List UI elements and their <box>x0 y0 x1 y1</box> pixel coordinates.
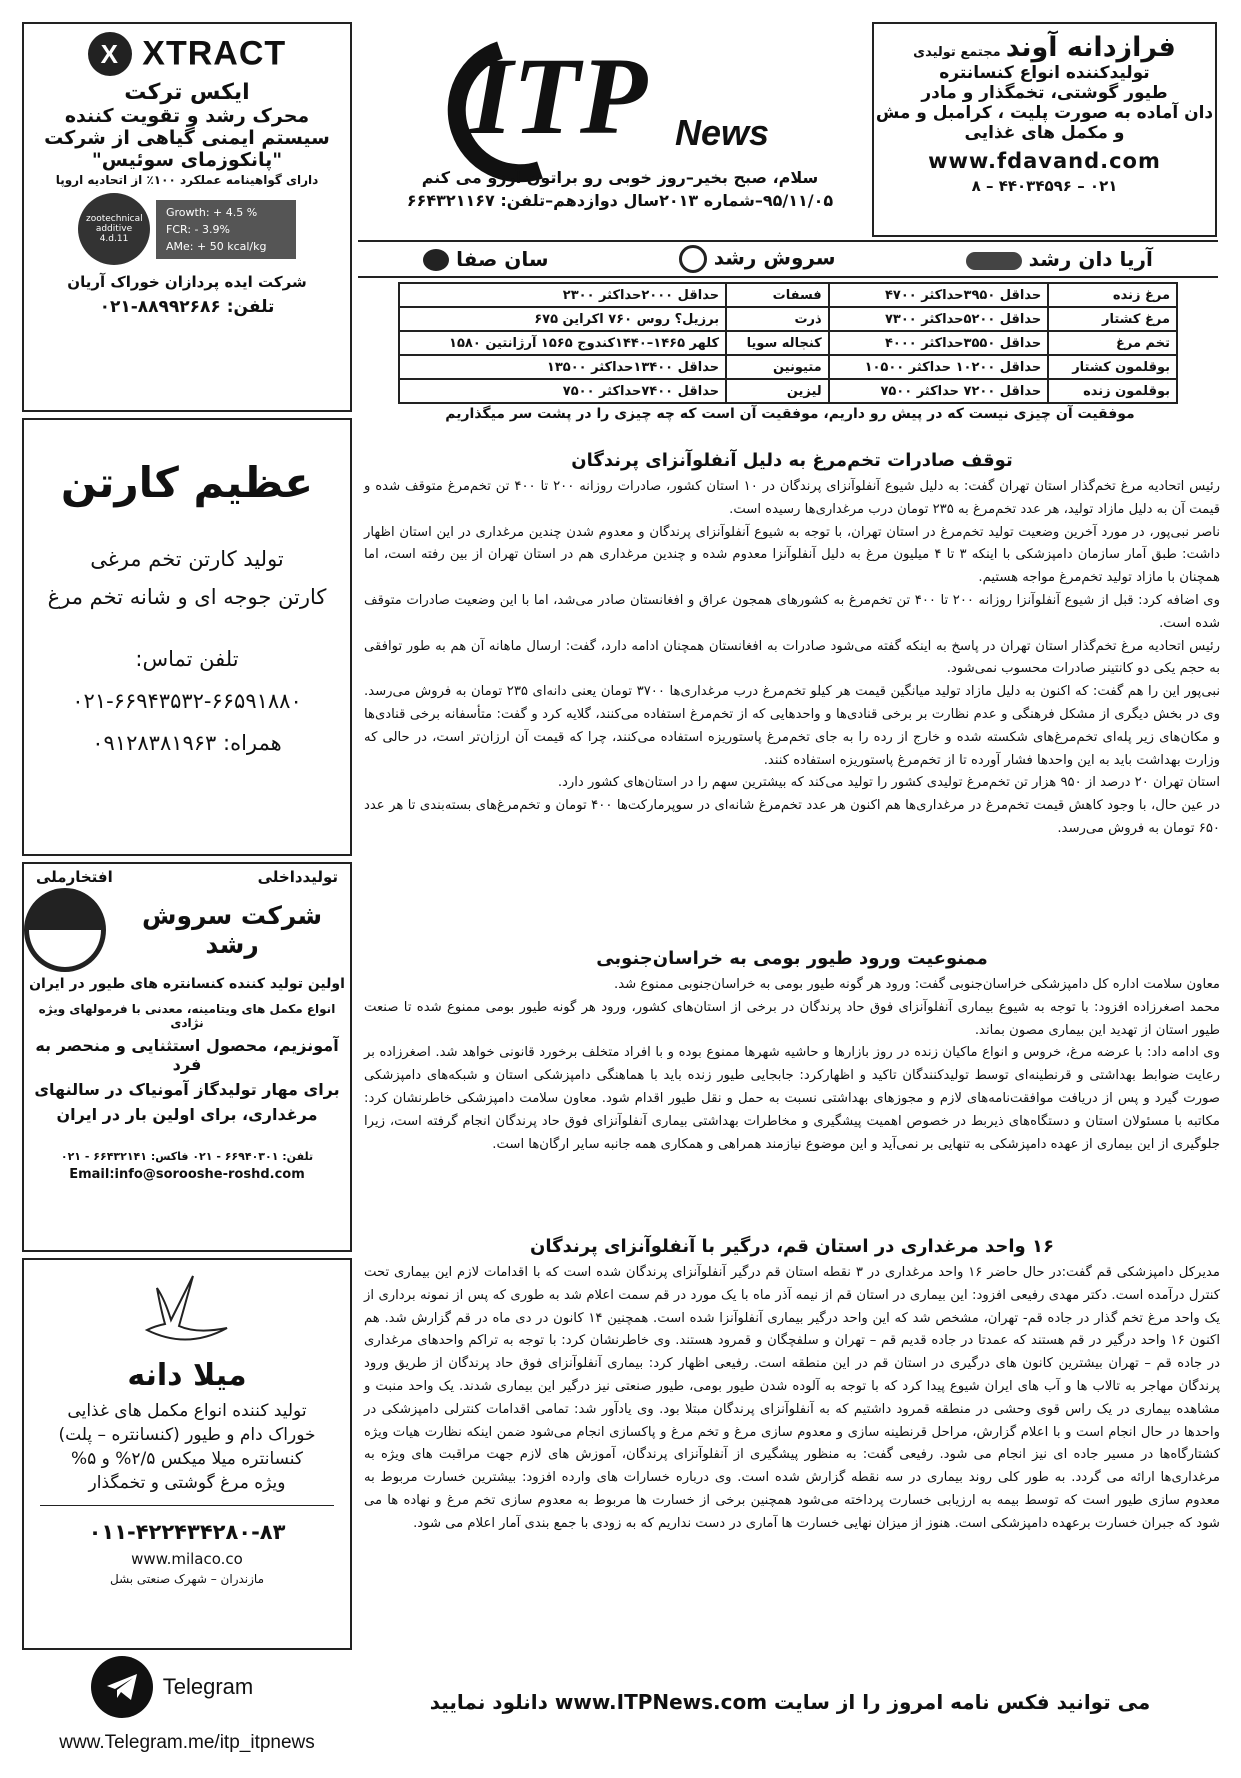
bird-logo-icon <box>127 1270 247 1358</box>
motto: موفقیت آن چیزی نیست که در پیش رو داریم، موفقیت آن است که چه چیزی را در پشت سر میگذاریم <box>445 406 1135 422</box>
carton-phone: ۰۲۱-۶۶۹۴۳۵۳۲-۶۶۵۹۱۸۸۰ <box>72 689 302 713</box>
soroush-subtitle: اولین تولید کننده کنسانتره های طیور در ایران <box>29 976 345 992</box>
telegram-label: Telegram <box>162 1674 254 1699</box>
seal-code: 4.d.11 <box>99 234 129 244</box>
price-range: حداقل ۷۲۰۰ حداکثر ۷۵۰۰ <box>829 379 1049 403</box>
sponsor-sansafa: سان صفا <box>423 247 548 272</box>
fdavand-line: دان آماده به صورت پلیت ، کرامبل و مش <box>875 103 1214 123</box>
article-title: ممنوعیت ورود طیور بومی به خراسان‌جنوبی <box>596 948 988 969</box>
price-item: کنجاله سویا <box>726 331 829 355</box>
xtract-company: شرکت ایده پردازان خوراک آریان <box>67 273 307 291</box>
fdavand-line: تولیدکننده انواع کنسانتره <box>939 63 1150 83</box>
telegram-block[interactable] <box>22 1656 352 1766</box>
price-item: متیونین <box>726 355 829 379</box>
xtract-stats-panel <box>24 193 350 265</box>
article-egg-export <box>364 448 1220 841</box>
price-range: حداقل ۷۴۰۰حداکثر ۷۵۰۰ <box>399 379 726 403</box>
footer-download-note[interactable]: می توانید فکس نامه امروز را از سایت www.ITPNews.com دانلود نمایید <box>429 1690 1151 1714</box>
fdavand-name: فرازدانه آوند <box>1005 32 1176 63</box>
fdavand-line: و مکمل های غذایی <box>964 123 1125 143</box>
price-row <box>399 379 1177 403</box>
price-row <box>399 331 1177 355</box>
fdavand-ad <box>872 22 1217 237</box>
miladaneh-brand: میلا دانه <box>127 1358 247 1393</box>
soroush-line: آمونزیم، محصول استثنایی و منحصر به فرد <box>35 1036 339 1074</box>
price-item: فسفات <box>726 283 829 307</box>
greeting: سلام، صبح بخیر–روز خوبی رو براتون آرزو می کنم <box>421 168 819 187</box>
azim-carton-ad <box>22 418 352 856</box>
price-item: لیزین <box>726 379 829 403</box>
price-row <box>399 355 1177 379</box>
xtract-line: دارای گواهینامه عملکرد ۱۰۰٪ از اتحادیه اروپا <box>55 173 319 187</box>
stat-growth: Growth: + 4.5 % <box>166 205 258 219</box>
price-range: حداقل ۱۰۲۰۰ حداکثر ۱۰۵۰۰ <box>829 355 1049 379</box>
carton-contact-label: تلفن تماس: <box>135 647 239 671</box>
soroush-title: شرکت سروش رشد <box>142 901 323 959</box>
itp-news-logo <box>430 30 830 190</box>
fdavand-prefix: مجتمع تولیدی <box>913 45 1001 60</box>
price-range: حداقل ۵۲۰۰حداکثر ۷۳۰۰ <box>829 307 1049 331</box>
soroush-roshd-ad <box>22 862 352 1252</box>
price-row <box>399 307 1177 331</box>
carton-line: تولید کارتن تخم مرغی <box>90 547 284 571</box>
price-range: حداقل ۳۵۵۰حداکثر ۴۰۰۰ <box>829 331 1049 355</box>
article-title: توقف صادرات تخم‌مرغ به دلیل آنفلوآنزای پرندگان <box>571 450 1013 471</box>
miladaneh-web[interactable]: www.milaco.co <box>131 1550 243 1568</box>
soroush-small-icon <box>679 245 707 273</box>
xtract-line: محرک رشد و تقویت کننده <box>64 105 310 127</box>
article-south-khorasan <box>364 946 1220 1156</box>
xtract-line: "پانکوزمای سوئیس" <box>91 149 283 171</box>
paragraph: محمد اصغرزاده افزود: با توجه به شیوع بیماری آنفلوآنزای فوق حاد پرندگان در برخی از استان‌های کشور، ورود هر گونه طیور بومی ممنوع شده تا صنعت طیور استان از تهدید این بیماری مصون بماند. <box>364 999 1220 1038</box>
xtract-ad <box>22 22 352 412</box>
paragraph: نبی‌پور این را هم گفت: که اکنون به دلیل مازاد تولید میانگین قیمت هر کیلو تخم‌مرغ درب مرغداری‌ها ۳۷۰۰ تومان یعنی دانه‌ای ۲۳۵ تومان به فروش می‌رسد. وی در بخش دیگری از مشکل فرهنگی و عدم نظارت بر برخی قنادی‌ها و واحدهایی که از تخم‌مرغ استفاده می‌کنند، گلایه کرد و گفت: متأسفانه برخی قنادی‌ها و مکان‌های زیر پله‌ای تخم‌مرغ‌های شکسته شده و خارج از رده را به جای تخم‌مرغ پاستوریزه استفاده می‌کنند، چرا که قیمت آن ارزان‌تر است، در حالی که وزارت بهداشت باید به این واحدها فشار آورده تا از تخم‌مرغ پاستوریزه استفاده کنند. <box>364 684 1220 768</box>
xtract-line: سیستم ایمنی گیاهی از شرکت <box>44 127 330 149</box>
xtract-phone: تلفن: ۸۸۹۹۲۶۸۶-۰۲۱ <box>99 297 275 317</box>
paragraph: وی اضافه کرد: قبل از شیوع آنفلوآنزا روزانه ۲۰۰ تا ۴۰۰ تن تخم‌مرغ به کشورهای همجون عراق و افغانستان صادر می‌شد، اما با این وضعیت صادرات متوقف شده است. <box>364 592 1220 631</box>
carton-title: عظیم کارتن <box>60 458 314 507</box>
fdavand-web[interactable]: www.fdavand.com <box>928 149 1161 173</box>
seal-text: zootechnical additive <box>86 214 143 234</box>
logo-news: News <box>675 112 770 153</box>
price-item: مرغ کشتار <box>1048 307 1177 331</box>
carton-mobile: همراه: ۰۹۱۲۸۳۸۱۹۶۳ <box>92 731 282 755</box>
price-item: بوقلمون زنده <box>1048 379 1177 403</box>
soroush-line: برای مهار تولیدگاز آمونیاک در سالنهای <box>34 1080 340 1099</box>
price-range: حداقل ۱۳۴۰۰حداکثر ۱۳۵۰۰ <box>399 355 726 379</box>
paragraph: وی ادامه داد: با عرضه مرغ، خروس و انواع ماکیان زنده در روز بازارها و حاشیه شهرها ممنوع بوده و با افراد متخلف برخورد قانونی خواهد شد. اصغرزاده بر رعایت ضوابط بهداشتی و قرنطینه‌ای توسط تولیدکنندگان تاکید و اظهارکرد: جابجایی طیور زنده باید با هماهنگی دامپزشکی استان و شبکه‌های دامپزشکی صورت گیرد و پس از دریافت موافقت‌نامه‌های لازم و مجوزهای بهداشتی نسبت به حمل و نقل طیور اقدام شود. معاون سلامت دامپزشکی خاطرنشان کرد: مکاتبه با مسئولان استان و دستگاه‌های ذیربط در خصوص اهمیت پیشگیری و مخاطرات بهداشتی بیماری آنفلوآنزای فوق حاد پرندگان انجام گرفته است، زیرا جلوگیری از این بیماری از عهده دامپزشکی به تنهایی بر نمی‌آید و این موضوع نیازمند همراهی و همکاری همه جانبه سایر ارگان‌ها است. <box>364 1045 1220 1152</box>
fdavand-line: طیور گوشتی، تخمگذار و مادر <box>921 83 1168 103</box>
paragraph: ناصر نبی‌پور، در مورد آخرین وضعیت تولید تخم‌مرغ در استان تهران، با توجه به شیوع آنفلوآنزای پرندگان و معدوم شدن چندین مرغداری در این استان اظهار داشت: طبق آمار سازمان دامپزشکی با اینکه ۳ تا ۴ میلیون مرغ به دلیل آنفلوآنزا معدوم شده و چندین مرغداری هم در استان تهران از بین رفته است، اما همچنان با مازاد تولید تخم‌مرغ مواجه هستیم. <box>364 524 1220 586</box>
paragraph: معاون سلامت اداره کل دامپزشکی خراسان‌جنوبی گفت: ورود هر گونه طیور بومی به خراسان‌جنوبی ممنوع شد. <box>614 977 1220 992</box>
soroush-line: انواع مکمل های ویتامینه، معدنی با فرمولهای ویژه نژادی <box>38 1002 336 1030</box>
miladaneh-line: خوراک دام و طیور (کنسانتره – پلت) <box>58 1425 316 1445</box>
article-title: ۱۶ واحد مرغداری در استان قم، درگیر با آنفلوآنزای پرندگان <box>530 1236 1054 1257</box>
article-qom <box>364 1234 1220 1536</box>
eu-seal-icon <box>78 193 150 265</box>
price-item: مرغ زنده <box>1048 283 1177 307</box>
miladaneh-address: مازندران – شهرک صنعتی بشل <box>109 1572 265 1586</box>
paragraph: رئیس اتحادیه مرغ تخم‌گذار استان تهران گفت: به دلیل شیوع آنفلوآنزای پرندگان در ۱۰ استان کشور، صادرات روزانه ۲۰۰ تا ۴۰۰ تن تخم‌مرغ متوقف شده و قیمت آن به دلیل مازاد تولید، هر عدد تخم‌مرغ به ۲۳۵ تومان درب مرغداری‌ها رسیده است. <box>364 479 1220 517</box>
logo-itp: ITP <box>470 35 648 157</box>
price-range: حداقل ۳۹۵۰حداکثر ۴۷۰۰ <box>829 283 1049 307</box>
price-range: کلهر ۱۴۶۵–۱۴۴۰کندوج ۱۵۶۵ آرژانتین ۱۵۸۰ <box>399 331 726 355</box>
tag-national-pride: افتخارملی <box>36 868 113 886</box>
xtract-logo: X XTRACT <box>24 32 350 76</box>
price-range: برزیل؟ روس ۷۶۰ اکراین ۶۷۵ <box>399 307 726 331</box>
miladaneh-line: ویژه مرغ گوشتی و تخمگذار <box>88 1473 286 1493</box>
paragraph: در عین حال، با وجود کاهش قیمت تخم‌مرغ در مرغداری‌ها هم اکنون هر عدد تخم‌مرغ شانه‌ای در سوپرمارکت‌ها ۴۰۰ تومان و تخم‌مرغ‌های بسته‌بندی تا هر عدد ۶۵۰ تومان به فروش می‌رسد. <box>364 798 1220 836</box>
telegram-icon[interactable] <box>91 1656 153 1718</box>
price-row <box>399 283 1177 307</box>
soroush-email[interactable]: Email:info@sorooshe-roshd.com <box>69 1167 305 1182</box>
tag-domestic: تولیدداخلی <box>257 868 338 886</box>
miladaneh-ad <box>22 1258 352 1650</box>
price-item: ذرت <box>726 307 829 331</box>
carton-line: کارتن جوجه ای و شانه تخم مرغ <box>47 585 327 609</box>
xtract-stats <box>156 200 296 259</box>
miladaneh-line: کنسانتره میلا میکس ۲/۵% و ۵% <box>70 1449 304 1469</box>
price-table <box>398 282 1178 404</box>
aryadan-logo-icon <box>966 252 1022 270</box>
greeting-block <box>360 168 880 210</box>
price-item: بوقلمون کشتار <box>1048 355 1177 379</box>
paragraph: استان تهران ۲۰ درصد از ۹۵۰ هزار تن تخم‌مرغ تولیدی کشور را تولید می‌کند که بیشترین سهم را در استان‌های کشور دارد. <box>557 775 1220 791</box>
sansafa-logo-icon <box>423 249 449 271</box>
soroush-line: مرغداری، برای اولین بار در ایران <box>56 1105 318 1124</box>
miladaneh-line: تولید کننده انواع مکمل های غذایی <box>67 1401 307 1421</box>
stat-fcr: FCR: - 3.9% <box>166 222 230 236</box>
stat-ame: AMe: + 50 kcal/kg <box>166 239 267 253</box>
miladaneh-phone: ۰۱۱-۴۲۲۴۳۴۲۸۰-۸۳ <box>88 1520 286 1544</box>
soroush-logo-icon <box>24 888 106 972</box>
price-item: تخم مرغ <box>1048 331 1177 355</box>
paragraph: مدیرکل دامپزشکی قم گفت:در حال حاضر ۱۶ واحد مرغداری در ۳ نقطه استان قم درگیر آنفلوآنزای پرندگان شده است که با اقدامات لازم این بیماری تحت کنترل درآمده است. دکتر مهدی رفیعی افزود: این بیماری در استان قم از نیمه آذر ماه با یک مورد در قم سمت اعلام شد به طوری که پس از نمونه برداری از یک واحد مرغ تخم گذار در جاده قم- تهران، مشخص شد که این واحد درگیر بیماری آنفلوآنزا شده است. همچنین ۱۴ کانون در دی ماه در قم گزارش شد. هم اکنون ۱۶ واحد درگیر در قم هستند که عمدتا در جاده قدیم قم – تهران و سلفچگان و قمرود هستند. وی خاطرنشان کرد: با توجه به تراکم واحدهای مرغداری در جاده قم – تهران بیشترین کانون های درگیری در استان قم در این منطقه است. رفیعی اظهار کرد: بیماری آنفلوآنزای فوق حاد پرندگان از طریق ورود پرندگان مهاجر به تالاب ها و آب های ایران شیوع پیدا کرد که با توجه به آلوده شدن طیور بومی، طیور صنعتی نیز درگیر این بیماری شدند. یک واحد منبت و مشاهده بیماری در یک راس قوی وحشی در منطقه قمرود داشتیم که به آنفلوآنزای پرندگان مبتلا بود. وی یادآور شد: تمامی اقدامات کنترلی دامپزشکی در واحدها در حال انجام است و با اعلام گزارش، مراحل قرنطینه سازی و معدوم سازی مرغ و تخم مرغ و پاکسازی انجام می‌شود ضمن اینکه نظارت هیات ویژه کشتارگاه‌ها در مسیر جاده ای نیز انجام می شود. رفیعی گفت: به منظور پیشگیری از آنفلوآنزای پرندگان، آموزش های لازم جهت مراقبت های ویژه به مرغداری‌ها ارائه می گردد. به طور کلی روند بیماری در سه نقطه گزارش شده است. وی درباره خسارات های وارده افزود: بیشترین خسارت مربوط به معدوم سازی طیور است که توسط بیمه به ارزیابی خسارت پرداخته می‌شود همچنین برخی از خسارت ها مربوط به معدوم سازی تخم مرغ و نهاده ها می شود که جبران خسارت برعهده دامپزشکی است. هنوز از میزان نهایی خسارت ها آماری در دست نداریم که به زودی با جمع بندی آمار اعلام می شود. <box>364 1265 1220 1531</box>
sponsor-aryadan: آریا دان رشد <box>966 247 1153 271</box>
sponsor-strip <box>358 240 1218 278</box>
sponsor-soroush: سروش رشد <box>679 245 836 273</box>
paragraph: رئیس اتحادیه مرغ تخم‌گذار استان تهران در پاسخ به اینکه گفته می‌شود صادرات به افغانستان همچنان ادامه دارد، گفت: ارسال ماهانه آن هم به طور توافقی به حجم یکی دو کانتینر صادرات محسوب نمی‌شود. <box>364 638 1220 677</box>
xtract-title: ایکس ترکت <box>124 80 250 105</box>
fdavand-phone: ۰۲۱ – ۴۴۰۳۴۵۹۶ – ۸ <box>971 177 1118 195</box>
issue-info: ۹۵/۱۱/۰۵–شماره ۲۰۱۳سال دوازدهم–تلفن: ۶۶۴۳۲۱۱۶۷ <box>406 191 834 210</box>
price-range: حداقل ۲۰۰۰حداکثر ۲۳۰۰ <box>399 283 726 307</box>
telegram-url[interactable]: www.Telegram.me/itp_itpnews <box>59 1732 315 1753</box>
soroush-contact: تلفن: ۶۶۹۴۰۳۰۱ - ۰۲۱ فاکس: ۶۶۴۳۲۱۴۱ - ۰۲۱ <box>60 1150 314 1163</box>
